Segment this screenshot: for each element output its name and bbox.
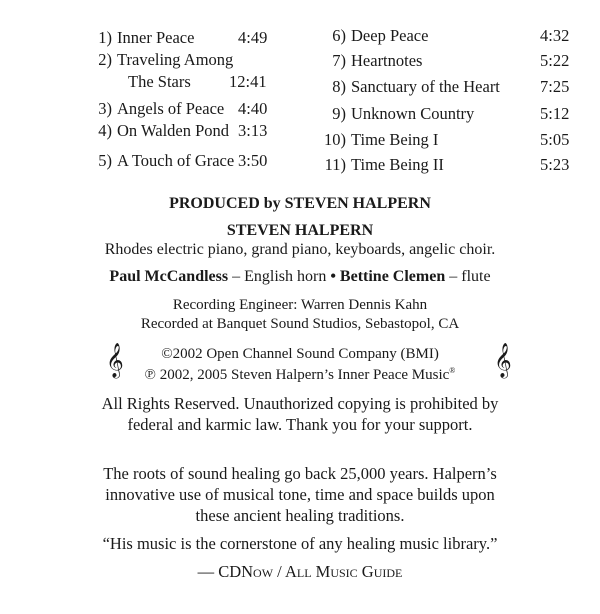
guest2-role: – flute	[445, 268, 491, 285]
producer-credit: PRODUCED by STEVEN HALPERN	[169, 195, 431, 212]
track-time: 4:49	[238, 28, 268, 47]
recording-studio: Recorded at Banquet Sound Studios, Sebastopol, CA	[140, 316, 460, 332]
treble-clef-icon: 𝄞	[106, 343, 124, 378]
track-time: 5:22	[540, 51, 570, 70]
track-title: On Walden Pond	[117, 121, 230, 140]
track-title: Traveling Among	[117, 50, 234, 69]
guest-musicians	[0, 268, 600, 286]
guest1-role: – English horn	[228, 268, 331, 285]
treble-clef-icon: 𝄞	[494, 343, 512, 378]
track-number: 9)	[332, 104, 346, 123]
artist-instruments: Rhodes electric piano, grand piano, keyboards, angelic choir.	[104, 241, 496, 258]
rights-line-2: federal and karmic law. Thank you for your support.	[127, 415, 473, 434]
quote-source: — CDNow / All Music Guide	[197, 562, 403, 581]
track-number: 2)	[98, 50, 112, 69]
track-number: 5)	[98, 151, 112, 170]
track-time: 5:12	[540, 104, 570, 123]
artist-name: STEVEN HALPERN	[226, 222, 374, 239]
track-time: 4:40	[238, 99, 268, 118]
track-number: 3)	[98, 99, 112, 118]
track-title: Time Being I	[351, 130, 439, 149]
guest2-name: Bettine Clemen	[335, 268, 446, 285]
blurb-line-2: innovative use of musical tone, time and space builds upon	[105, 485, 495, 504]
track-number: 10)	[324, 130, 346, 149]
registered-mark: ®	[449, 366, 456, 375]
track-number: 1)	[98, 28, 112, 47]
track-title: Heartnotes	[351, 51, 423, 70]
track-time: 7:25	[540, 77, 570, 96]
track-title: Inner Peace	[117, 28, 195, 47]
copyright-line-1: ©2002 Open Channel Sound Company (BMI)	[161, 346, 439, 362]
track-title: A Touch of Grace	[117, 151, 235, 170]
copyright-line-2	[0, 366, 600, 384]
track-number: 4)	[98, 121, 112, 140]
track-time: 5:23	[540, 155, 570, 174]
track-title: Time Being II	[351, 155, 444, 174]
track-number: 7)	[332, 51, 346, 70]
track-title: Angels of Peace	[117, 99, 225, 118]
track-number: 6)	[332, 26, 346, 45]
blurb-line-1: The roots of sound healing go back 25,000 years. Halpern’s	[103, 464, 497, 483]
track-time: 12:41	[229, 72, 267, 91]
guest1-name: Paul McCandless	[109, 268, 229, 285]
track-time: 3:50	[238, 151, 268, 170]
track-title: Sanctuary of the Heart	[351, 77, 500, 96]
bullet: •	[330, 268, 336, 285]
blurb-line-3: these ancient healing traditions.	[195, 506, 405, 525]
rights-line-1: All Rights Reserved. Unauthorized copying is prohibited by	[101, 394, 499, 413]
track-time: 4:32	[540, 26, 570, 45]
review-quote: “His music is the cornerstone of any healing music library.”	[102, 534, 498, 553]
track-number: 11)	[324, 155, 346, 174]
track-title: Deep Peace	[351, 26, 429, 45]
recording-engineer: Recording Engineer: Warren Dennis Kahn	[172, 297, 428, 313]
track-number: 8)	[332, 77, 346, 96]
track-time: 5:05	[540, 130, 570, 149]
copyright-text: ℗ 2002, 2005 Steven Halpern’s Inner Peace Music	[144, 367, 450, 383]
track-title-cont: The Stars	[128, 72, 191, 91]
track-time: 3:13	[238, 121, 268, 140]
track-title: Unknown Country	[351, 104, 475, 123]
